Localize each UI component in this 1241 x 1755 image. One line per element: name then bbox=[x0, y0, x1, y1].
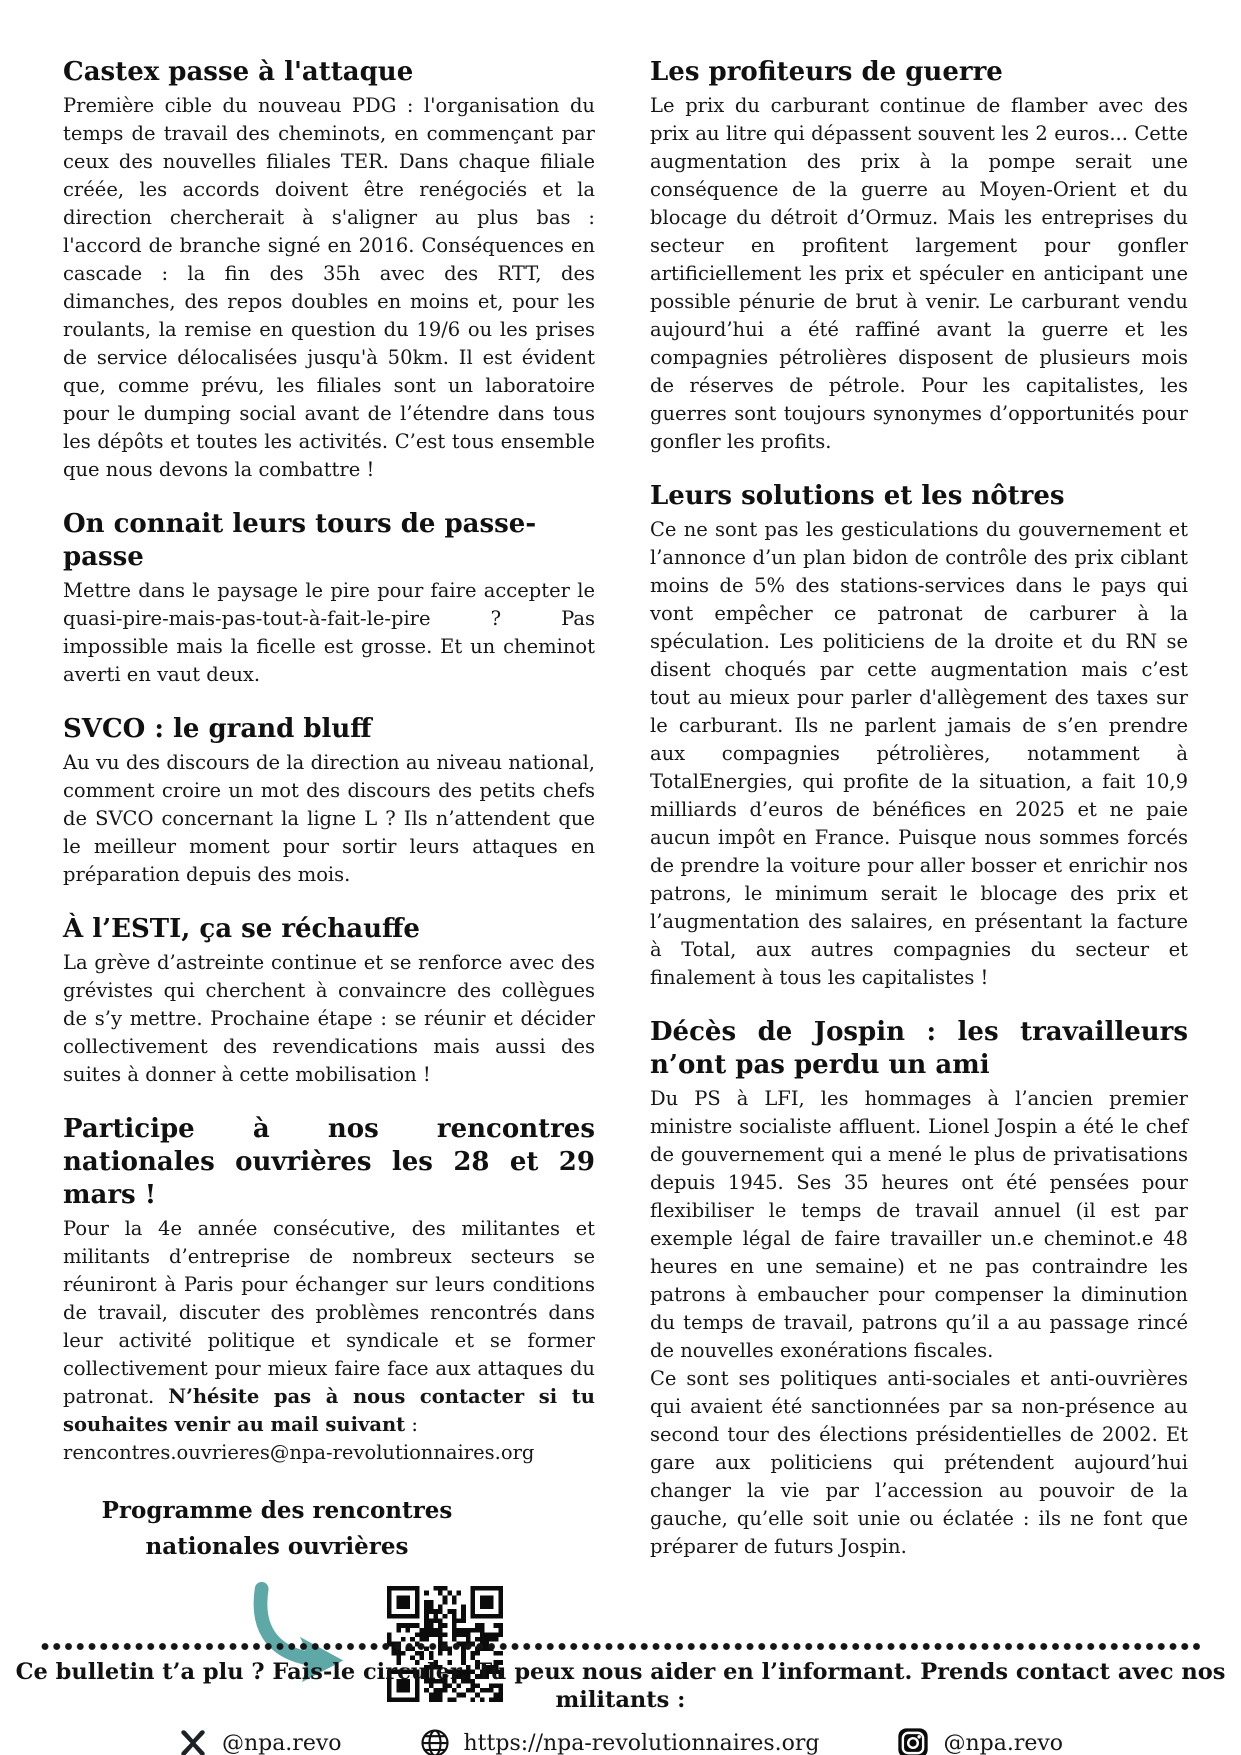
program-caption-line1: Programme des rencontres bbox=[101, 1497, 453, 1524]
article-rencontres-invite bbox=[63, 1113, 595, 1467]
article-body: Au vu des discours de la direction au niveau national, comment croire un mot des discours des petits chefs de SVCO concernant la ligne L ? Ils n’attendent que le meilleur moment pour sortir leurs attaques en préparation depuis des mois. bbox=[63, 751, 595, 886]
instagram-icon bbox=[897, 1727, 929, 1755]
article-castex bbox=[63, 56, 595, 484]
article-heading: À l’ESTI, ça se réchauffe bbox=[63, 914, 420, 944]
article-body: Le prix du carburant continue de flamber avec des prix au litre qui dépassent souvent les 2 euros... Cette augmentation des prix à la pompe serait une conséquence de la guerre au Moyen-Orient et du blocage du détroit d’Ormuz. Mais les entreprises du secteur en profitent largement pour gonfler artificiellement les prix et spéculer en anticipant une possible pénurie de brut à venir. Le carburant vendu aujourd’hui a été raffiné avant la guerre et les compagnies pétrolières disposent de plusieurs mois de réserves de pétrole. Pour les capitalistes, les guerres sont toujours synonymes d’opportunités pour gonfler les profits. bbox=[650, 94, 1188, 453]
footer-message: Ce bulletin t’a plu ? Fais-le circuler. Tu peux nous aider en l’informant. Prends contact avec nos militants : bbox=[15, 1659, 1226, 1713]
invite-bold-text: N’hésite pas à nous contacter si tu souhaites venir au mail suivant bbox=[63, 1385, 595, 1436]
social-item-website bbox=[420, 1728, 820, 1755]
article-heading: Leurs solutions et les nôtres bbox=[650, 481, 1065, 511]
right-column bbox=[650, 56, 1188, 1721]
contact-email: rencontres.ouvrieres@npa-revolutionnaires.org bbox=[63, 1441, 535, 1464]
article-body: Première cible du nouveau PDG : l'organisation du temps de travail des cheminots, en commençant par ceux des nouvelles filiales TER. Dans chaque filiale créée, les accords doivent être renégociés et la direction chercherait à s'aligner au plus bas : l'accord de branche signé en 2016. Conséquences en cascade : la fin des 35h avec des RTT, des dimanches, des repos doubles en moins et, pour les roulants, la remise en question du 19/6 ou les prises de service délocalisées jusqu'à 50km. Il est évident que, comme prévu, les filiales sont un laboratoire pour le dumping social avant de l’étendre dans tous les dépôts et toutes les activités. C’est tous ensemble que nous devons la combattre ! bbox=[63, 94, 595, 481]
article-heading: Participe à nos rencontres nationales ouvrières les 28 et 29 mars ! bbox=[63, 1114, 595, 1210]
article-heading: On connait leurs tours de passe-passe bbox=[63, 509, 537, 572]
program-caption-line2: nationales ouvrières bbox=[145, 1533, 409, 1560]
article-body bbox=[63, 1215, 595, 1439]
article-heading: Castex passe à l'attaque bbox=[63, 57, 414, 87]
x-logo-icon bbox=[178, 1728, 208, 1755]
globe-icon bbox=[420, 1728, 450, 1755]
article-body: La grève d’astreinte continue et se renforce avec des grévistes qui cherchent à convaincre des collègues de s’y mettre. Prochaine étape : se réunir et décider collectivement des revendications mais aussi des suites à donner à cette mobilisation ! bbox=[63, 951, 595, 1086]
page-footer bbox=[0, 1642, 1241, 1755]
social-item-instagram bbox=[897, 1727, 1063, 1755]
left-column bbox=[63, 56, 595, 1721]
article-esti bbox=[63, 913, 595, 1089]
social-row bbox=[0, 1727, 1241, 1755]
article-jospin bbox=[650, 1016, 1188, 1561]
article-body: Du PS à LFI, les hommages à l’ancien premier ministre socialiste affluent. Lionel Jospin a été le chef de gouvernement qui a mené le plus de privatisations depuis 1945. Ses 35 heures ont été pensées pour flexibiliser le temps de travail annuel (il est par exemple légal de faire travailler un.e cheminot.e 48 heures en une semaine) et ne pas contraindre les patrons à embaucher pour compenser la diminution du temps de travail, patrons qu’il a au passage rincé de nouvelles exonérations fiscales. bbox=[650, 1087, 1188, 1362]
article-svco bbox=[63, 713, 595, 889]
article-heading: Les profiteurs de guerre bbox=[650, 57, 1003, 87]
article-body: Ce ne sont pas les gesticulations du gouvernement et l’annonce d’un plan bidon de contrôle des prix ciblant moins de 5% des stations-services dans le pays qui vont empêcher ce patronat de carburer à la spéculation. Les politiciens de la droite et du RN se disent choqués par cette augmentation mais c’est tout au mieux pour parler d'allègement des taxes sur le carburant. Ils ne parlent jamais de s’en prendre aux compagnies pétrolières, notamment à TotalEnergies, qui profite de la situation, a fait 10,9 milliards d’euros de bénéfices en 2025 et ne paie aucun impôt en France. Puisque nous sommes forcés de prendre la voiture pour aller bosser et enrichir nos patrons, le minimum serait le blocage des prix et l’augmentation des salaires, en présentant la facture à Total, aux autres compagnies du secteur et finalement à tous les capitalistes ! bbox=[650, 518, 1188, 989]
article-solutions bbox=[650, 480, 1188, 992]
program-caption bbox=[77, 1493, 477, 1565]
article-body: Ce sont ses politiques anti-sociales et anti-ouvrières qui avaient été sanctionnées par sa non-présence au second tour des élections présidentielles de 2002. Et gare aux politiciens qui prétendent aujourd’hui changer la vie par l’accession au pouvoir de la gauche, qu’elle soit unie ou éclatée : ils ne font que préparer de futurs Jospin. bbox=[650, 1367, 1188, 1558]
invite-colon: : bbox=[405, 1413, 418, 1436]
x-handle: @npa.revo bbox=[221, 1730, 342, 1755]
dotted-separator bbox=[41, 1642, 1200, 1651]
website-url: https://npa-revolutionnaires.org bbox=[463, 1730, 820, 1755]
article-profiteurs bbox=[650, 56, 1188, 456]
article-passe-passe bbox=[63, 508, 595, 689]
instagram-handle: @npa.revo bbox=[943, 1730, 1064, 1755]
article-heading: SVCO : le grand bluff bbox=[63, 714, 372, 744]
invite-body-text: Pour la 4e année consécutive, des militantes et militants d’entreprise de nombreux secteurs se réuniront à Paris pour échanger sur leurs conditions de travail, discuter des problèmes rencontrés dans leur activité politique et syndicale et se former collectivement pour mieux faire face aux attaques du patronat. bbox=[63, 1217, 595, 1408]
social-item-x bbox=[178, 1728, 342, 1755]
article-body: Mettre dans le paysage le pire pour faire accepter le quasi-pire-mais-pas-tout-à-fait-le-pire ? Pas impossible mais la ficelle est grosse. Et un cheminot averti en vaut deux. bbox=[63, 579, 595, 686]
article-heading: Décès de Jospin : les travailleurs n’ont pas perdu un ami bbox=[650, 1017, 1188, 1080]
